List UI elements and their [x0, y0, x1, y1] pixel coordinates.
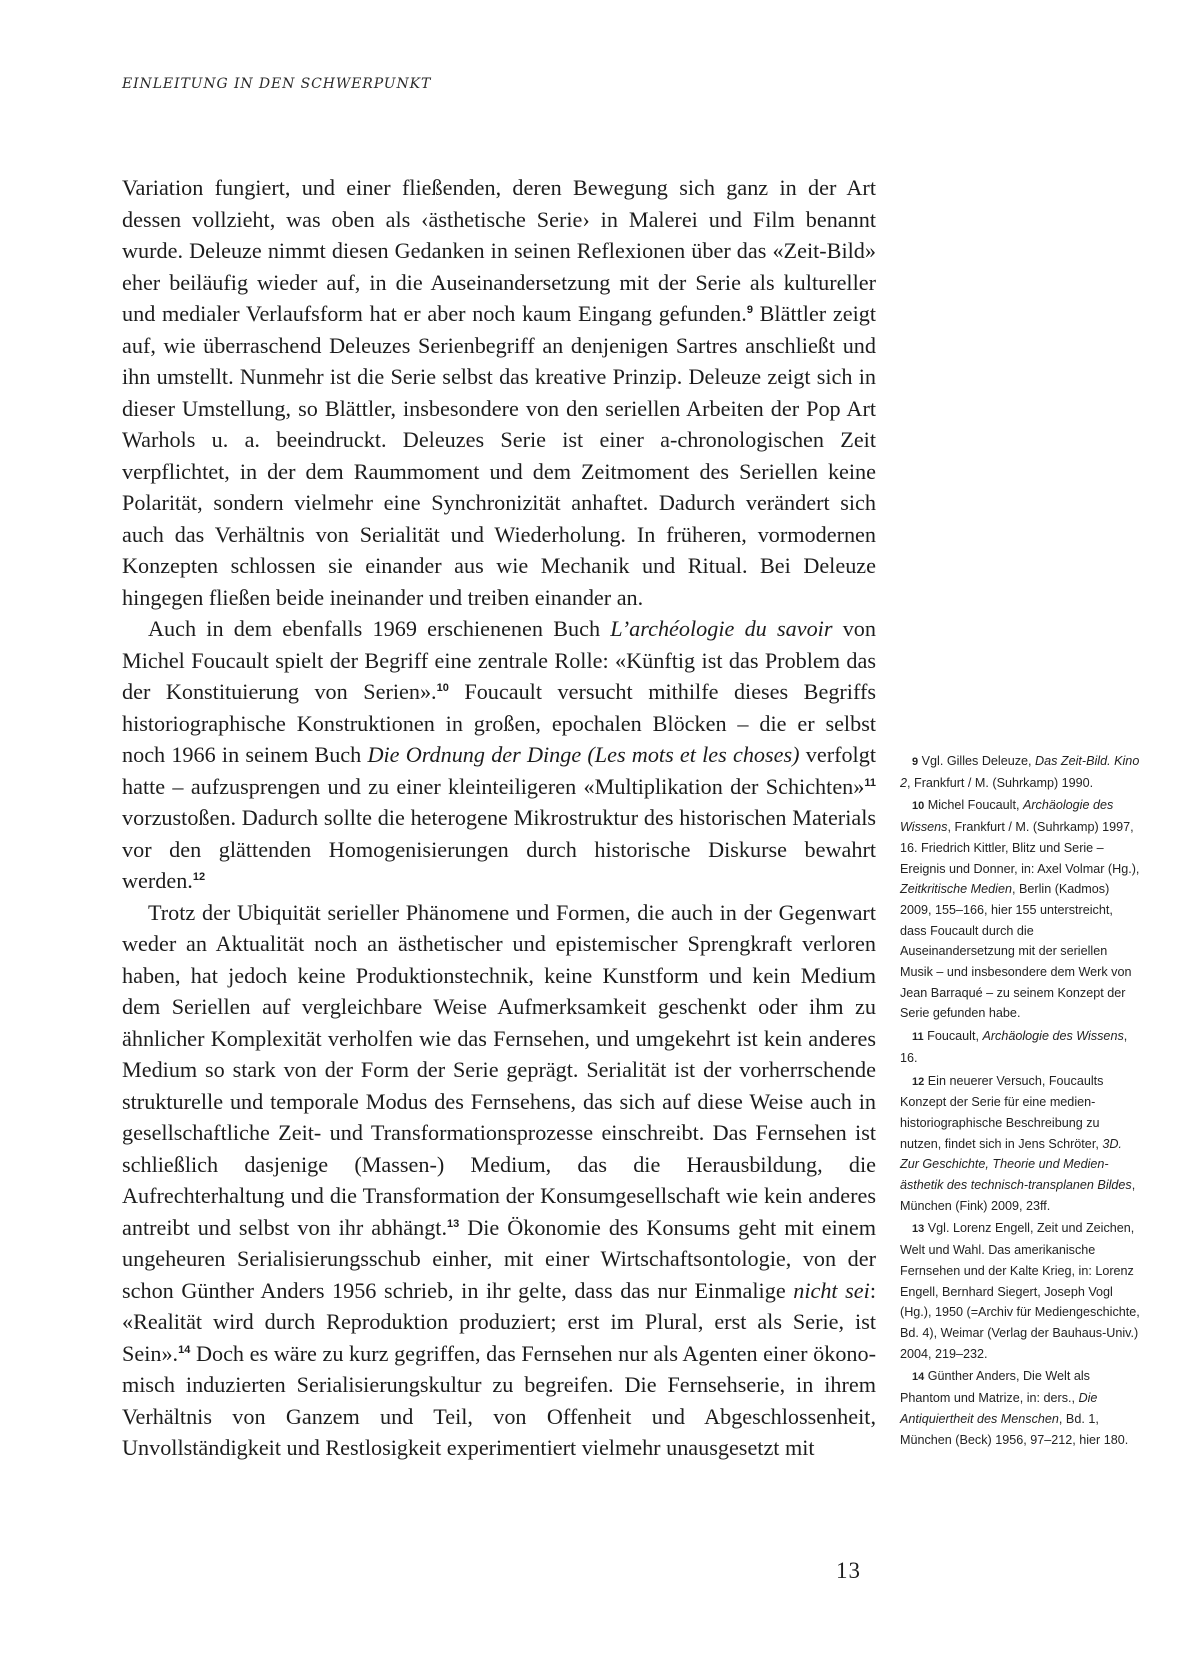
text-run: Die Ökonomie des Konsums geht mit einem ungeheuren Serialisierungsschub einher, mit einer Wirtschaftsontologie, von der schon Günther Anders 1956 schrieb, in ihr gelte, dass das nur Einmalige [122, 1214, 876, 1303]
text-run: , Frankfurt / M. (Suhrkamp) 1990. [907, 775, 1094, 790]
body-paragraph [122, 613, 876, 897]
text-run: Foucault, [923, 1029, 983, 1044]
text-run: verfolgt hatte – aufzusprengen und zu einer kleinteiligeren «Multiplikation der Schichten» [122, 742, 876, 799]
footnote [900, 1218, 1140, 1364]
italic-text: Archäologie des Wissens [900, 798, 1114, 835]
footnote-number: 13 [912, 1223, 925, 1236]
footnote-ref: 13 [447, 1217, 460, 1230]
text-run: : «Realität wird durch Reproduktion produziert; erst im Plural, erst als Serie, ist Sein». [122, 1277, 876, 1366]
page-number: 13 [836, 1558, 861, 1583]
main-text [122, 172, 876, 1464]
text-run: , Berlin (Kadmos) 2009, 155–166, hier 155 unterstreicht, dass Foucault durch die Auseinandersetzung mit der seriellen Musik – und insbesondere dem Werk von Jean Barraqué – zu seinem Konzept der Serie gefunden habe. [900, 882, 1132, 1021]
italic-text: Archäologie des Wissens [982, 1029, 1124, 1044]
footnote-number: 12 [912, 1075, 925, 1088]
text-run: , München (Fink) 2009, 23ff. [900, 1178, 1136, 1213]
text-run: Doch es wäre zu kurz gegriffen, das Fernsehen nur als Agenten einer ökonomisch induzierten Serialisierungskultur zu begreifen. Die Fernsehserie, in ihrem Verhältnis von Ganzem und Teil, von Offenheit und Abgeschlossenheit, Unvollständigkeit und Restlosigkeit experimentiert vielmehr unausgesetzt mit [122, 1340, 876, 1460]
text-run: Trotz der Ubiquität serieller Phänomene und Formen, die auch in der Gegenwart weder an Aktualität noch an ästhetischer und epistemischer Sprengkraft verloren haben, hat jedoch keine Produktionstechnik, keine Kunstform und kein Medium dem Seriellen auf vergleichbare Weise Aufmerksamkeit geschenkt oder ihm zu ähnlicher Komplexität verholfen wie das Fernsehen, und umgekehrt ist kein anderes Medium so stark von der Form der Serie geprägt. Serialität ist der vorherrschende strukturelle und temporale Modus des Fernsehens, das sich auf diese Weise auch in gesellschaftliche Zeit- und Transformationsprozesse einschreibt. Das Fernsehen ist schließlich dasjenige (Massen-) Medium, das die Herausbildung, die Aufrechterhaltung und die Transformation der Konsumgesellschaft wie kein anderes antreibt und selbst von ihr abhängt. [122, 899, 876, 1240]
footnote [900, 751, 1140, 793]
text-run: , 16. [900, 1029, 1128, 1065]
footnote [900, 1071, 1140, 1217]
italic-text: Die Antiquiertheit des Menschen [900, 1391, 1098, 1426]
body-paragraph [122, 897, 876, 1464]
text-run: , Frankfurt / M. (Suhrkamp) 1997, 16. Friedrich Kittler, Blitz und Serie – Ereignis und Donner, in: Axel Volmar (Hg.), [900, 820, 1140, 876]
footnote [900, 1026, 1140, 1068]
italic-text: L’archéologie du savoir [610, 616, 833, 641]
footnote [900, 1366, 1140, 1450]
text-run: Ein neuerer Versuch, Foucaults Konzept der Serie für eine medienhistoriographische Beschreibung zu nutzen, findet sich in Jens Schröter, [900, 1073, 1104, 1151]
footnote-ref: 12 [192, 871, 206, 883]
footnote-ref: 11 [864, 776, 876, 789]
footnote-number: 9 [912, 756, 919, 768]
italic-text: 3D. Zur Geschichte, Theorie und Medienästhetik des technisch-transplanen Bildes [900, 1136, 1132, 1193]
running-head: EINLEITUNG IN DEN SCHWERPUNKT [122, 76, 432, 92]
body-paragraph [122, 172, 876, 613]
italic-text: Zeitkritische Medien [900, 882, 1012, 897]
italic-text: Das Zeit-Bild. Kino 2 [900, 754, 1140, 790]
italic-text: Die Ordnung der Dinge (Les mots et les choses) [367, 742, 800, 767]
footnote-ref: 9 [746, 304, 753, 316]
text-run: Auch in dem ebenfalls 1969 erschienenen Buch [148, 616, 611, 641]
footnotes [900, 751, 1140, 1452]
text-run: Vgl. Lorenz Engell, Zeit und Zeichen, Welt und Wahl. Das amerikanische Fernsehen und der Kalte Krieg, in: Lorenz Engell, Bernhard Siegert, Joseph Vogl (Hg.), 1950 (=Archiv für Mediengeschichte, Bd. 4), Weimar (Verlag der Bauhaus-Univ.) 2004, 219–232. [900, 1221, 1140, 1361]
text-run: Foucault versucht mithilfe dieses Begriffs historiographische Konstruktionen in großen, epochalen Blöcken – die er selbst noch 1966 in seinem Buch [122, 679, 876, 767]
footnote-ref: 14 [178, 1343, 191, 1356]
text-run: von Michel Foucault spielt der Begriff eine zentrale Rolle: «Künftig ist das Problem das der Konstituierung von Serien». [122, 616, 876, 704]
text-run: Variation fungiert, und einer fließenden, deren Bewegung sich ganz in der Art dessen vollzieht, was oben als ‹ästhetische Serie› in Malerei und Film benannt wurde. Deleuze nimmt diesen Gedanken in seinen Reflexionen über das «Zeit-Bild» eher beiläufig wieder auf, in die Auseinandersetzung mit der Serie als kultureller und medialer Verlaufsform hat er aber noch kaum Eingang gefunden. [122, 175, 876, 326]
text-run: Blättler zeigt auf, wie überraschend Deleuzes Serienbegriff an denjenigen Sartres anschließt und ihn umstellt. Nunmehr ist die Serie selbst das kreative Prinzip. Deleuze zeigt sich in dieser Umstellung, so Blättler, insbesondere von den seriellen Arbeiten der Pop Art Warhols u. a. beeindruckt. Deleuzes Serie ist einer a-chronologischen Zeit verpflichtet, in der dem Raummoment und dem Zeitmoment des Seriellen keine Polarität, sondern vielmehr eine Synchronizität anhaftet. Dadurch verändert sich auch das Verhältnis von Serialität und Wiederholung. In früheren, vormodernen Konzepten schlossen sie einander aus wie Mechanik und Ritual. Bei Deleuze hingegen fließen beide ineinander und treiben einander an. [122, 301, 876, 610]
footnote-ref: 10 [436, 682, 449, 694]
text-run: Günther Anders, Die Welt als Phantom und Matrize, in: ders., [900, 1369, 1090, 1406]
text-run: Michel Foucault, [924, 798, 1023, 813]
footnote-number: 10 [912, 800, 925, 813]
text-run: , Bd. 1, München (Beck) 1956, 97–212, hier 180. [900, 1411, 1129, 1447]
text-run: Vgl. Gilles Deleuze, [918, 754, 1036, 768]
footnote-number: 11 [912, 1031, 924, 1044]
text-run: vorzustoßen. Dadurch sollte die heterogene Mikrostruktur des historischen Materials vor den glättenden Homogenisierungen durch historische Diskurse bewahrt werden. [122, 805, 876, 893]
italic-text: nicht sei [793, 1277, 870, 1303]
footnote-number: 14 [912, 1371, 925, 1384]
footnote [900, 795, 1140, 1024]
